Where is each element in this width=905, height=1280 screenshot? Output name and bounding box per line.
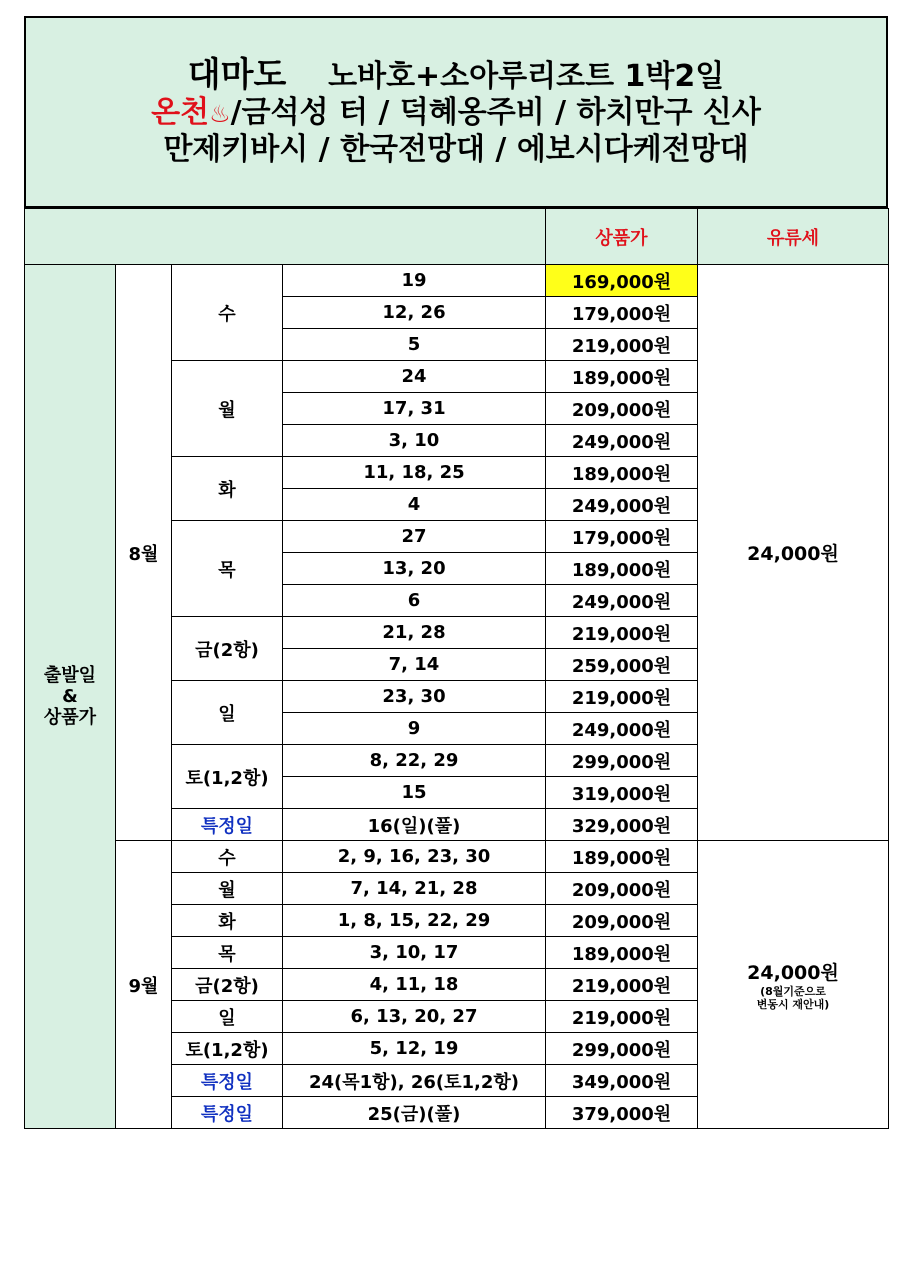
itinerary-line-3: 만제키바시 / 한국전망대 / 에보시다케전망대 [163, 131, 749, 167]
price-table [24, 208, 889, 1129]
table-row [25, 841, 889, 873]
itinerary-line-2: /금석성 터 / 덕혜옹주비 / 하치만구 신사 [230, 94, 761, 130]
fuel-surcharge-september [698, 841, 889, 1129]
price-cell: 249,000원 [546, 585, 698, 617]
side-label-line3: 상품가 [43, 707, 97, 728]
fuel-note-1: (8월기준으로 [760, 985, 826, 998]
title-line-2 [151, 95, 761, 132]
price-cell: 219,000원 [546, 617, 698, 649]
hot-spring-icon: ♨ [209, 99, 231, 128]
price-cell: 189,000원 [546, 553, 698, 585]
dates-cell: 6 [283, 585, 546, 617]
weekday-cell: 월 [172, 873, 283, 905]
side-label-line2: & [62, 686, 78, 707]
dates-cell: 15 [283, 777, 546, 809]
dates-cell: 5 [283, 329, 546, 361]
price-cell: 179,000원 [546, 297, 698, 329]
destination-title: 대마도 [187, 54, 287, 95]
price-cell: 189,000원 [546, 361, 698, 393]
dates-cell: 16(일)(풀) [283, 809, 546, 841]
price-cell: 209,000원 [546, 905, 698, 937]
price-cell: 219,000원 [546, 969, 698, 1001]
weekday-cell: 수 [172, 265, 283, 361]
month-august: 8월 [116, 265, 172, 841]
price-cell: 379,000원 [546, 1097, 698, 1129]
weekday-cell: 수 [172, 841, 283, 873]
price-cell: 249,000원 [546, 713, 698, 745]
price-cell: 189,000원 [546, 841, 698, 873]
dates-cell: 23, 30 [283, 681, 546, 713]
price-cell: 189,000원 [546, 457, 698, 489]
price-cell: 219,000원 [546, 681, 698, 713]
price-cell: 349,000원 [546, 1065, 698, 1097]
weekday-cell: 화 [172, 457, 283, 521]
dates-cell: 3, 10, 17 [283, 937, 546, 969]
dates-cell: 12, 26 [283, 297, 546, 329]
price-cell: 329,000원 [546, 809, 698, 841]
dates-cell: 4 [283, 489, 546, 521]
price-sheet [24, 16, 888, 1129]
weekday-cell: 금(2항) [172, 969, 283, 1001]
month-september: 9월 [116, 841, 172, 1129]
dates-cell: 19 [283, 265, 546, 297]
dates-cell: 7, 14, 21, 28 [283, 873, 546, 905]
dates-cell: 27 [283, 521, 546, 553]
price-cell: 249,000원 [546, 425, 698, 457]
dates-cell: 25(금)(풀) [283, 1097, 546, 1129]
price-cell: 219,000원 [546, 329, 698, 361]
price-column-header: 상품가 [546, 209, 698, 265]
column-header-row [25, 209, 889, 265]
weekday-cell: 일 [172, 681, 283, 745]
price-cell: 259,000원 [546, 649, 698, 681]
weekday-cell: 특정일 [172, 1097, 283, 1129]
price-cell: 219,000원 [546, 1001, 698, 1033]
dates-cell: 5, 12, 19 [283, 1033, 546, 1065]
fuel-surcharge-august: 24,000원 [698, 265, 889, 841]
weekday-cell: 토(1,2항) [172, 1033, 283, 1065]
dates-cell: 8, 22, 29 [283, 745, 546, 777]
price-cell: 169,000원 [546, 265, 698, 297]
dates-cell: 24 [283, 361, 546, 393]
dates-cell: 17, 31 [283, 393, 546, 425]
weekday-cell: 특정일 [172, 1065, 283, 1097]
dates-cell: 2, 9, 16, 23, 30 [283, 841, 546, 873]
dates-cell: 21, 28 [283, 617, 546, 649]
onsen-label: 온천 [151, 94, 210, 130]
price-cell: 299,000원 [546, 745, 698, 777]
price-cell: 189,000원 [546, 937, 698, 969]
price-cell: 299,000원 [546, 1033, 698, 1065]
weekday-cell: 화 [172, 905, 283, 937]
weekday-cell: 월 [172, 361, 283, 457]
title-line-1 [187, 54, 725, 95]
weekday-cell: 토(1,2항) [172, 745, 283, 809]
price-cell: 179,000원 [546, 521, 698, 553]
price-cell: 209,000원 [546, 873, 698, 905]
dates-cell: 13, 20 [283, 553, 546, 585]
dates-cell: 1, 8, 15, 22, 29 [283, 905, 546, 937]
dates-cell: 24(목1항), 26(토1,2항) [283, 1065, 546, 1097]
title-banner [24, 16, 888, 208]
weekday-cell: 금(2항) [172, 617, 283, 681]
dates-cell: 11, 18, 25 [283, 457, 546, 489]
fuel-column-header: 유류세 [698, 209, 889, 265]
price-cell: 249,000원 [546, 489, 698, 521]
weekday-cell: 일 [172, 1001, 283, 1033]
dates-cell: 9 [283, 713, 546, 745]
dates-cell: 3, 10 [283, 425, 546, 457]
departure-price-label [25, 265, 116, 1129]
header-blank-cell [25, 209, 546, 265]
fuel-amount: 24,000원 [747, 962, 839, 984]
weekday-cell: 목 [172, 937, 283, 969]
table-row [25, 265, 889, 297]
side-label-line1: 출발일 [43, 665, 97, 686]
tour-subtitle: 노바호+소아루리조트 1박2일 [328, 58, 725, 94]
price-cell: 319,000원 [546, 777, 698, 809]
dates-cell: 7, 14 [283, 649, 546, 681]
dates-cell: 4, 11, 18 [283, 969, 546, 1001]
price-cell: 209,000원 [546, 393, 698, 425]
fuel-note-2: 변동시 재안내) [756, 998, 830, 1011]
weekday-cell: 특정일 [172, 809, 283, 841]
dates-cell: 6, 13, 20, 27 [283, 1001, 546, 1033]
weekday-cell: 목 [172, 521, 283, 617]
